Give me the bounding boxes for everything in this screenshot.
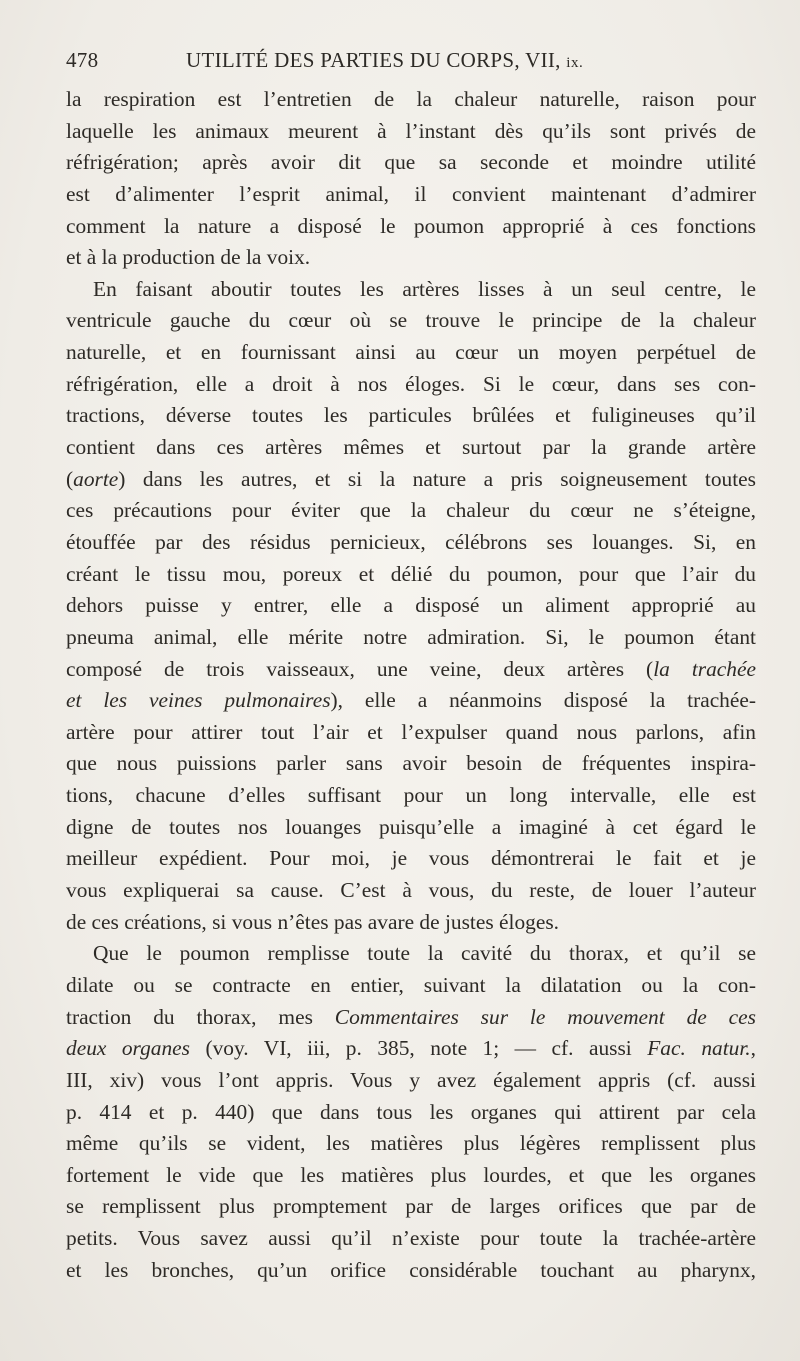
text-line: ces précautions pour éviter que la chaleur du cœur ne s’éteigne,	[66, 498, 756, 523]
text-run: (voy. VI, iii, p. 385, note 1; — cf. aussi	[190, 1036, 648, 1061]
text-line: étouffée par des résidus pernicieux, célébrons ses louanges. Si, en	[66, 529, 756, 554]
text-line: En faisant aboutir toutes les artères lisses à un seul centre, le	[93, 276, 756, 301]
text-line: meilleur expédient. Pour moi, je vous démontrerai le fait et je	[66, 846, 756, 871]
text-line: que nous puissions parler sans avoir besoin de fréquentes inspira-	[66, 751, 756, 776]
text-line	[66, 654, 756, 686]
text-line: dilate ou se contracte en entier, suivant la dilatation ou la con-	[66, 972, 756, 997]
text-line: et les bronches, qu’un orifice considérable touchant au pharynx,	[66, 1257, 756, 1282]
running-title-section: ix.	[566, 55, 584, 71]
page-number: 478	[66, 48, 99, 72]
italic-title: Commentaires sur le mouvement de ces	[334, 1004, 756, 1029]
text-line: naturelle, et en fournissant ainsi au cœur un moyen perpétuel de	[66, 340, 756, 365]
italic-term: aorte	[73, 466, 119, 491]
text-run: composé de trois vaisseaux, une veine, deux artères (	[66, 656, 654, 681]
text-run: ) dans les autres, et si la nature a pris soigneusement toutes	[118, 466, 756, 491]
text-line: de ces créations, si vous n’êtes pas avare de justes éloges.	[66, 909, 560, 934]
text-line: réfrigération; après avoir dit que sa seconde et moindre utilité	[66, 150, 756, 175]
text-line: même qu’ils se vident, les matières plus légères remplissent plus	[66, 1131, 756, 1156]
text-line: créant le tissu mou, poreux et délié du poumon, pour que l’air du	[66, 561, 756, 586]
text-line: comment la nature a disposé le poumon approprié à ces fonctions	[66, 213, 756, 238]
text-line	[66, 464, 756, 496]
text-line: tractions, déverse toutes les particules brûlées et fuligineuses qu’il	[66, 403, 756, 428]
running-head	[66, 48, 736, 76]
text-line: est d’alimenter l’esprit animal, il convient maintenant d’admirer	[66, 181, 756, 206]
text-line: contient dans ces artères mêmes et surtout par la grande artère	[66, 435, 756, 460]
text-run: ,	[750, 1036, 757, 1061]
running-title-main: UTILITÉ DES PARTIES DU CORPS, VII,	[186, 48, 567, 72]
text-line: petits. Vous savez aussi qu’il n’existe pour toute la trachée-artère	[66, 1226, 756, 1251]
text-line: réfrigération, elle a droit à nos éloges. Si le cœur, dans ses con-	[66, 371, 756, 396]
running-title	[186, 48, 583, 73]
body-text	[66, 84, 756, 1286]
text-line: et à la production de la voix.	[66, 245, 311, 270]
text-line: Que le poumon remplisse toute la cavité du thorax, et qu’il se	[93, 941, 756, 966]
text-line	[66, 1033, 756, 1065]
italic-reference: Fac. natur.	[647, 1036, 751, 1061]
text-line: tions, chacune d’elles suffisant pour un long intervalle, elle est	[66, 783, 756, 808]
italic-title: deux organes	[66, 1036, 190, 1061]
text-run: traction du thorax, mes	[66, 1004, 335, 1029]
text-line: fortement le vide que les matières plus lourdes, et que les organes	[66, 1162, 756, 1187]
italic-term: et les veines pulmonaires	[66, 688, 331, 713]
text-line	[66, 1002, 756, 1034]
text-line: digne de toutes nos louanges puisqu’elle a imaginé à cet égard le	[66, 814, 756, 839]
italic-term: la trachée	[653, 656, 756, 681]
text-line: artère pour attirer tout l’air et l’expulser quand nous parlons, afin	[66, 719, 756, 744]
text-line: dehors puisse y entrer, elle a disposé un aliment approprié au	[66, 593, 756, 618]
text-line: vous expliquerai sa cause. C’est à vous, du reste, de louer l’auteur	[66, 878, 756, 903]
text-line: se remplissent plus promptement par de larges orifices que par de	[66, 1194, 756, 1219]
text-run: (	[66, 466, 74, 491]
text-line: laquelle les animaux meurent à l’instant dès qu’ils sont privés de	[66, 118, 756, 143]
text-line: III, xiv) vous l’ont appris. Vous y avez également appris (cf. aussi	[66, 1067, 756, 1092]
text-line: ventricule gauche du cœur où se trouve le principe de la chaleur	[66, 308, 756, 333]
text-line: la respiration est l’entretien de la chaleur naturelle, raison pour	[66, 87, 756, 111]
text-line	[66, 685, 756, 717]
text-line: pneuma animal, elle mérite notre admiration. Si, le poumon étant	[66, 624, 756, 649]
text-run: ), elle a néanmoins disposé la trachée-	[330, 688, 756, 713]
text-line: p. 414 et p. 440) que dans tous les organes qui attirent par cela	[66, 1099, 756, 1124]
